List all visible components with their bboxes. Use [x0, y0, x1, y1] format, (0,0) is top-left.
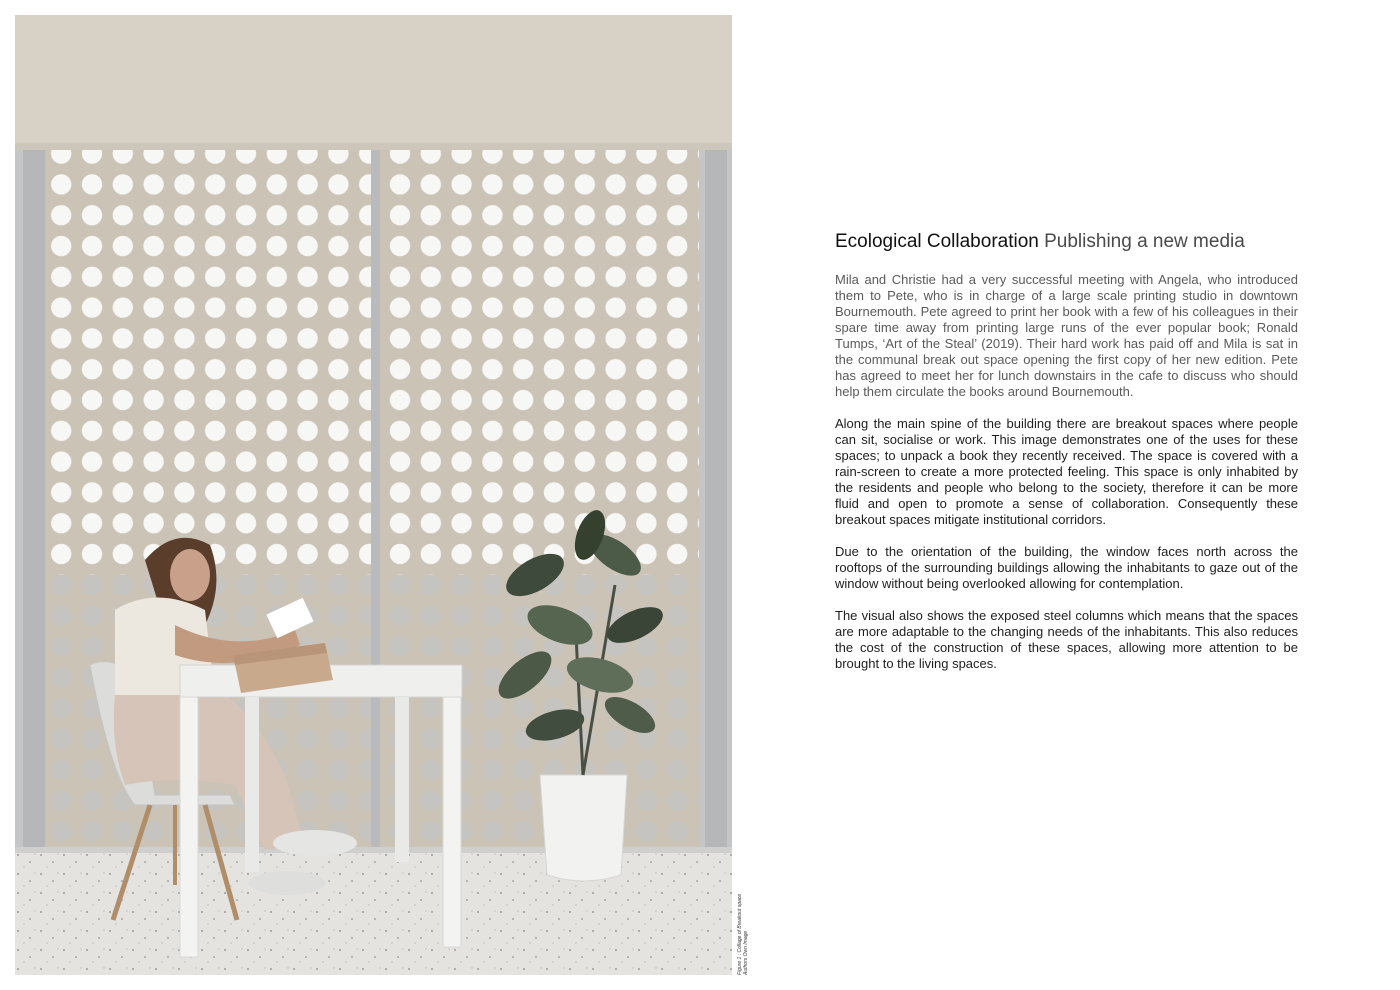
- caption-line-2: Authors Own Image: [743, 930, 749, 975]
- paragraph-breakout: Along the main spine of the building there are breakout spaces where people can sit, socialise or work. This image demonstrates one of the uses for these spaces; to unpack a book they recently received. The space is covered with a rain-screen to create a more protected feeling. This space is only inhabited by the residents and people who belong to the society, therefore it can be more fluid and open to promote a sense of collaboration. Consequently these breakout spaces mitigate institutional corridors.: [835, 416, 1298, 527]
- paragraph-columns: The visual also shows the exposed steel columns which means that the spaces are more adaptable to the changing needs of the inhabitants. This also reduces the cost of the construction of these spaces, allowing more attention to be brought to the living spaces.: [835, 608, 1298, 671]
- paragraph-orientation: Due to the orientation of the building, the window faces north across the rooftops of the surrounding buildings allowing the inhabitants to gaze out of the window without being overlooked allowing for contemplation.: [835, 544, 1298, 591]
- steel-column: [371, 150, 380, 850]
- title-sub: Publishing a new media: [1044, 231, 1245, 252]
- paragraph-story: Mila and Christie had a very successful meeting with Angela, who introduced them to Pete, who is in charge of a large scale printing studio in downtown Bournemouth. Pete agreed to print her book with a few of his colleagues in their spare time away from printing large runs of the ever popular book; Ronald Tumps, ‘Art of the Steal’ (2019). Their hard work has paid off and Mila is sat in the communal break out space opening the first copy of her new edition. Pete has agreed to meet her for lunch downstairs in the cafe to discuss who should help them circulate the books around Bournemouth.: [835, 272, 1298, 399]
- page-title: [835, 230, 1298, 254]
- figure-caption: [737, 894, 749, 975]
- collage-illustration: [15, 15, 732, 975]
- caption-line-1: Figure 1 : Collage of Breakout space: [737, 893, 743, 975]
- breakout-space-collage: [15, 15, 732, 975]
- ceiling: [15, 15, 732, 150]
- text-column: [835, 230, 1298, 688]
- title-main: Ecological Collaboration: [835, 231, 1039, 252]
